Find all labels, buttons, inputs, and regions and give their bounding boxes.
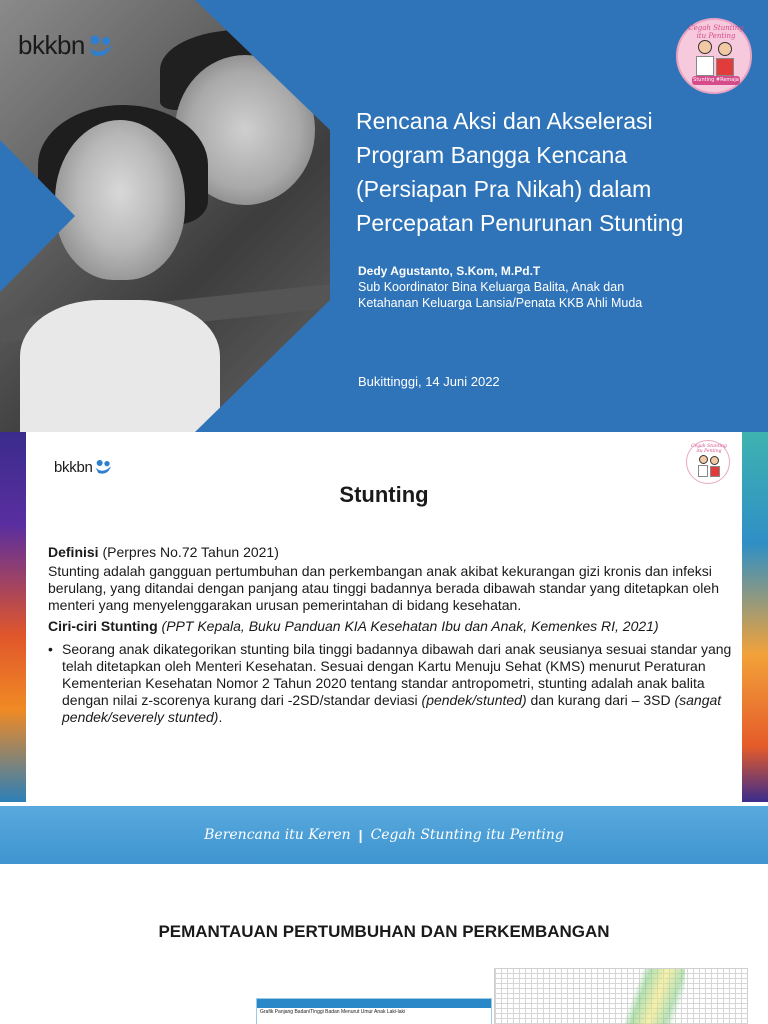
slogan-footer [0,806,768,864]
role-line: Sub Koordinator Bina Keluarga Balita, Anak dan [358,280,625,294]
development-table-thumbnail [494,968,748,1024]
title-line: Rencana Aksi dan Akselerasi [356,108,653,134]
definition-heading [48,544,738,561]
list-item: • Seorang anak dikategorikan stunting bila tinggi badannya dibawah dari anak seusianya sesuai standar yang telah ditetapkan oleh Menteri Kesehatan. Sesuai dengan Kartu Menuju Sehat (KMS) menurut Peraturan Kementerian Kesehatan Nomor 2 Tahun 2020 tentang standar antropometri, stunting adalah anak balita dengan nilai z-scorenya kurang dari -2SD/standar deviasi (pendek/stunted) dan kurang dari – 3SD (sangat pendek/severely stunted). [62,641,738,726]
ciri-list [48,641,738,726]
cegah-stunting-badge-icon: Cegah Stunting itu Penting [686,440,730,484]
slogan-separator: | [358,827,363,843]
logo-mark-icon [93,458,113,476]
stunting-slide [0,432,768,864]
title-line: Program Bangga Kencana [356,142,628,168]
definition-label: Definisi [48,544,99,560]
logo-wordmark: bkkbn [18,30,85,60]
definition-text: Stunting adalah gangguan pertumbuhan dan perkembangan anak akibat kekurangan gizi kronis dan infeksi berulang, yang ditandai dengan panjang atau tinggi badannya berada dibawah standar yang ditetapkan oleh menteri yang menyelenggarakan urusan pemerintahan di bidang kesehatan. [48,563,719,613]
ciri-heading [48,618,738,635]
growth-chart-thumbnail [256,998,492,1024]
chart-caption: Grafik Panjang Badan/Tinggi Badan Menurut Umur Anak Laki-laki [260,1009,406,1015]
author-role [358,279,738,311]
presentation-title [356,104,756,240]
bkkbn-logo [18,30,115,61]
slogan-right: Cegah Stunting itu Penting [370,827,564,843]
title-line: (Persiapan Pra Nikah) dalam [356,176,652,202]
role-line: Ketahanan Keluarga Lansia/Penata KKB Ahli Muda [358,296,643,310]
slide-title: PEMANTAUAN PERTUMBUHAN DAN PERKEMBANGAN [158,922,610,941]
definition-source: (Perpres No.72 Tahun 2021) [98,544,279,560]
title-line: Percepatan Penurunan Stunting [356,210,684,236]
author-name: Dedy Agustanto, S.Kom, M.Pd.T [358,264,541,278]
title-slide [0,0,768,432]
slogan-left: Berencana itu Keren [204,827,351,843]
monitoring-slide [0,864,768,1024]
ciri-source: (PPT Kepala, Buku Panduan KIA Kesehatan Ibu dan Anak, Kemenkes RI, 2021) [157,618,659,634]
place-date: Bukittinggi, 14 Juni 2022 [358,374,500,389]
logo-mark-icon [85,33,115,59]
slide-title: Stunting [339,482,429,507]
logo-wordmark: bkkbn [54,458,93,476]
bkkbn-logo [54,458,113,476]
cegah-stunting-badge-icon: Cegah Stunting itu Penting Stunting #Remaja [676,18,752,94]
ciri-label: Ciri-ciri Stunting [48,618,158,634]
slide-body [48,544,738,726]
